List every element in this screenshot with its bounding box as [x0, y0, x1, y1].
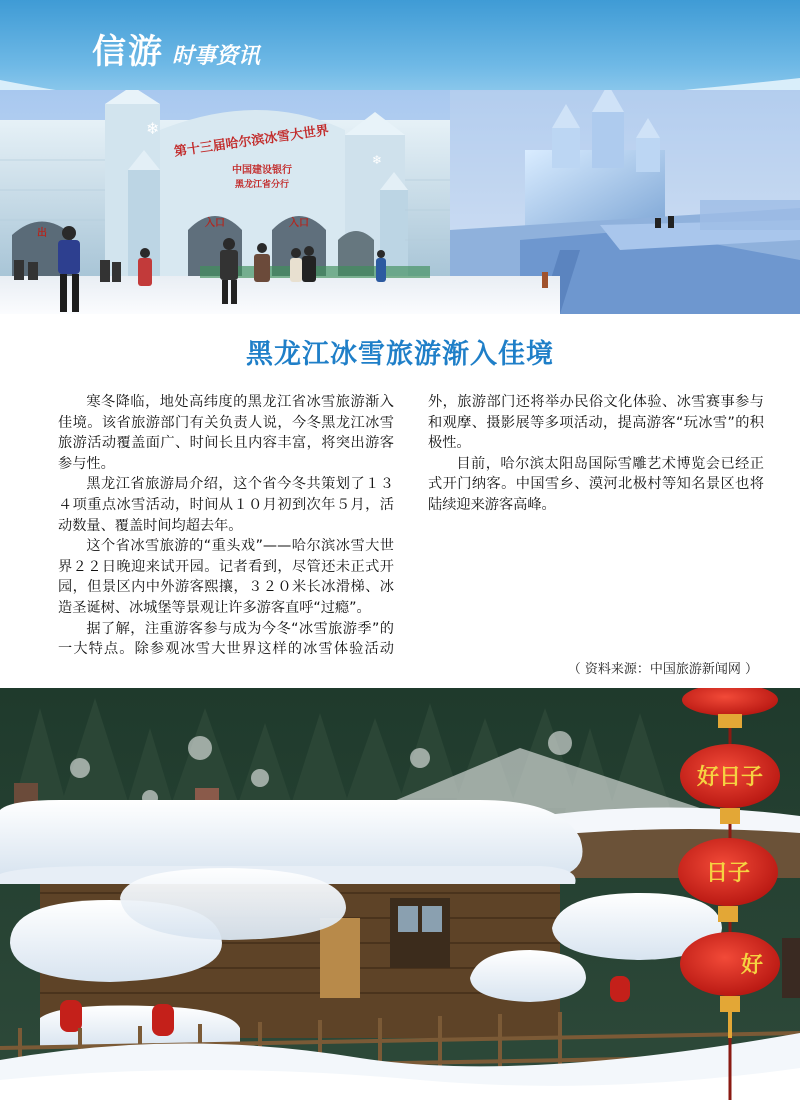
masthead-section: 时事资讯 — [172, 44, 261, 69]
gate-sub1-text: 中国建设银行 — [232, 165, 292, 176]
gate-banner-text: 第十三届哈尔滨冰雪大世界 — [173, 123, 330, 160]
masthead-brand: 信游 — [92, 32, 164, 72]
lantern-text-2: 日子 — [705, 861, 751, 886]
top-photo-ice-festival — [0, 90, 800, 314]
lantern-text-3: 好 — [740, 953, 764, 978]
article-paragraph: 黑龙江省旅游局介绍，这个省今冬共策划了１３４项重点冰雪活动，时间从１０月初到次年５月，活动数量、覆盖时间均超去年。 — [58, 476, 394, 534]
gate-entrance-sign-left: 入口 — [205, 218, 225, 229]
article-paragraph: 目前，哈尔滨太阳岛国际雪雕艺术博览会已经正式开门纳客。中国雪乡、漠河北极村等知名景区也将陆续迎来游客高峰。 — [428, 455, 764, 513]
article-paragraph: 寒冬降临，地处高纬度的黑龙江省冰雪旅游渐入佳境。该省旅游部门有关负责人说，今冬黑龙江冰雪旅游活动覆盖面广、时间长且内容丰富，将突出游客参与性。 — [58, 394, 394, 472]
gate-entrance-sign-right: 入口 — [289, 218, 309, 229]
bottom-photo-snow-village — [0, 688, 800, 1100]
gate-sub2-text: 黑龙江省分行 — [234, 180, 290, 190]
snowflake-icon: ❄ — [146, 119, 160, 138]
article-body — [58, 392, 764, 672]
snowflake-icon: ❄ — [372, 153, 383, 167]
article-headline: 黑龙江冰雪旅游渐入佳境 — [246, 339, 554, 370]
masthead — [92, 24, 260, 73]
article-paragraph: 这个省冰雪旅游的“重头戏”——哈尔滨冰雪大世界２２日晚迎来试开园。记者看到，尽管还未正式开园，但景区内中外游客熙攘，３２０米长冰滑梯、冰造圣诞树、冰城堡等景观让许多游客直呼“过瘾”。 — [58, 538, 394, 616]
article-paragraph: 据了解，注重游客参与成为今冬“冰雪旅游季”的一大特点。除参观冰雪大世界这样的冰雪体验活动外，旅游部门还将举办民俗文化体验、冰雪赛事参与和观摩、摄影展等多项活动，提高游客“玩冰雪”的积极性。 — [58, 394, 764, 658]
lantern-text-1: 好日子 — [696, 765, 764, 790]
gate-exit-sign: 出 — [37, 228, 47, 239]
article-source: （ 资料来源：中国旅游新闻网 ） — [567, 662, 758, 677]
